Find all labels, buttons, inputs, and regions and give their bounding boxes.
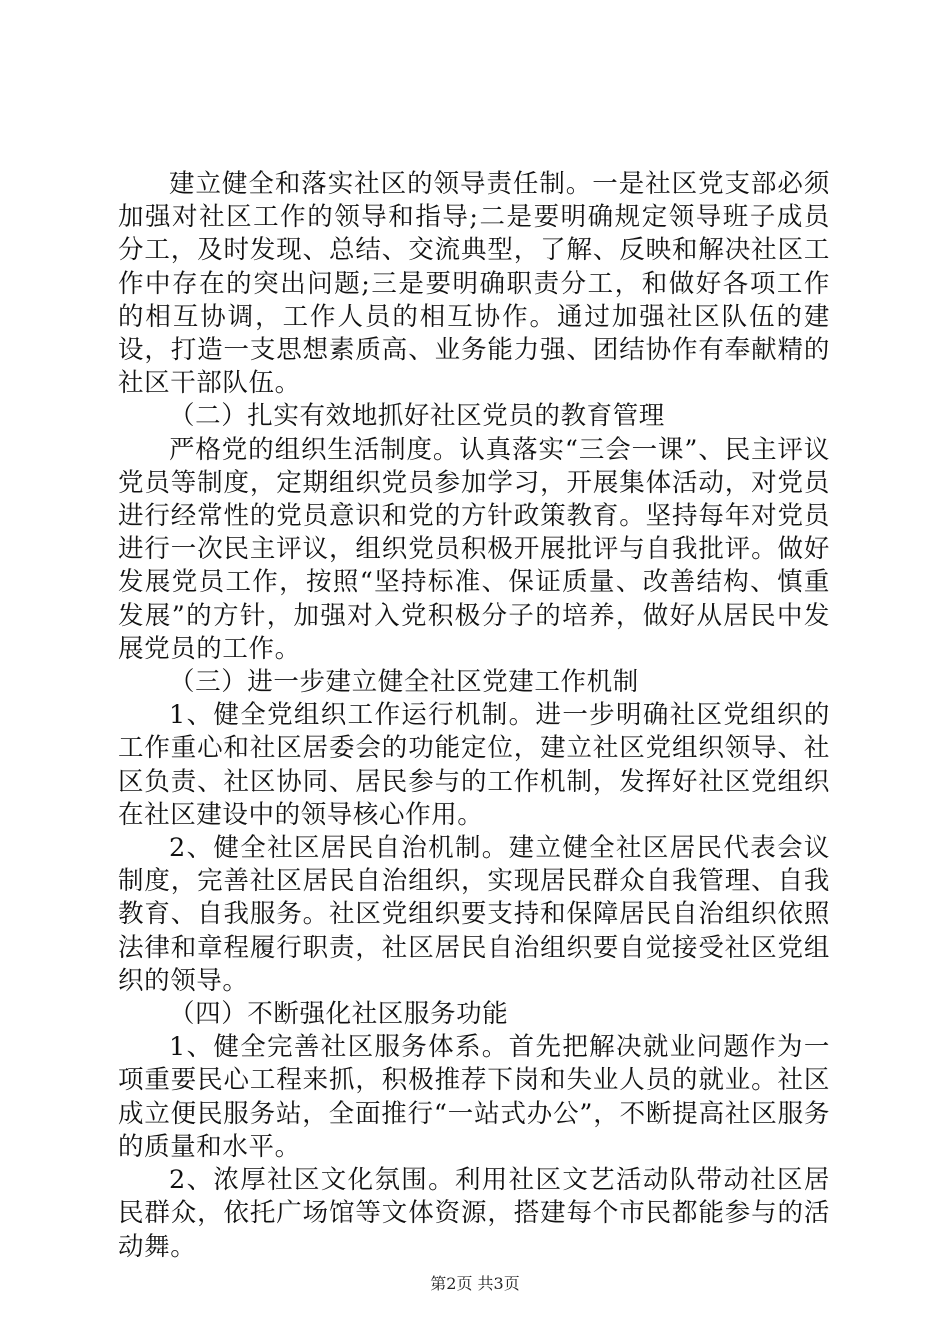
paragraph-mechanism-1: 1、健全党组织工作运行机制。进一步明确社区党组织的工作重心和社区居委会的功能定位，建立社区党组织领导、社区负责、社区协同、居民参与的工作机制，发挥好社区党组织在社区建设中的领导核心作用。 [118, 700, 830, 830]
paragraph-service-1: 1、健全完善社区服务体系。首先把解决就业问题作为一项重要民心工程来抓，积极推荐下岗和失业人员的就业。社区成立便民服务站，全面推行“一站式办公”，不断提高社区服务的质量和水平。 [118, 1032, 830, 1162]
section-heading-3: （三）进一步建立健全社区党建工作机制 [169, 667, 639, 698]
section-heading-4: （四）不断强化社区服务功能 [169, 999, 509, 1030]
section-heading-2: （二）扎实有效地抓好社区党员的教育管理 [169, 401, 665, 432]
paragraph-mechanism-2: 2、健全社区居民自治机制。建立健全社区居民代表会议制度，完善社区居民自治组织，实现居民群众自我管理、自我教育、自我服务。社区党组织要支持和保障居民自治组织依照法律和章程履行职责，社区居民自治组织要自觉接受社区党组织的领导。 [118, 833, 830, 996]
paragraph-party-education: 严格党的组织生活制度。认真落实“三会一课”、民主评议党员等制度，定期组织党员参加学习，开展集体活动，对党员进行经常性的党员意识和党的方针政策教育。坚持每年对党员进行一次民主评议，组织党员积极开展批评与自我批评。做好发展党员工作，按照“坚持标准、保证质量、改善结构、慎重发展”的方针，加强对入党积极分子的培养，做好从居民中发展党员的工作。 [118, 434, 830, 664]
page-footer: 第2页 共3页 [430, 1274, 520, 1293]
paragraph-leadership: 建立健全和落实社区的领导责任制。一是社区党支部必须加强对社区工作的领导和指导;二是要明确规定领导班子成员分工，及时发现、总结、交流典型，了解、反映和解决社区工作中存在的突出问题;三是要明确职责分工，和做好各项工作的相互协调，工作人员的相互协作。通过加强社区队伍的建设，打造一支思想素质高、业务能力强、团结协作有奉献精的社区干部队伍。 [118, 169, 830, 399]
paragraph-service-2: 2、浓厚社区文化氛围。利用社区文艺活动队带动社区居民群众，依托广场馆等文体资源，搭建每个市民都能参与的活动舞。 [118, 1165, 830, 1262]
document-body [118, 168, 830, 1264]
